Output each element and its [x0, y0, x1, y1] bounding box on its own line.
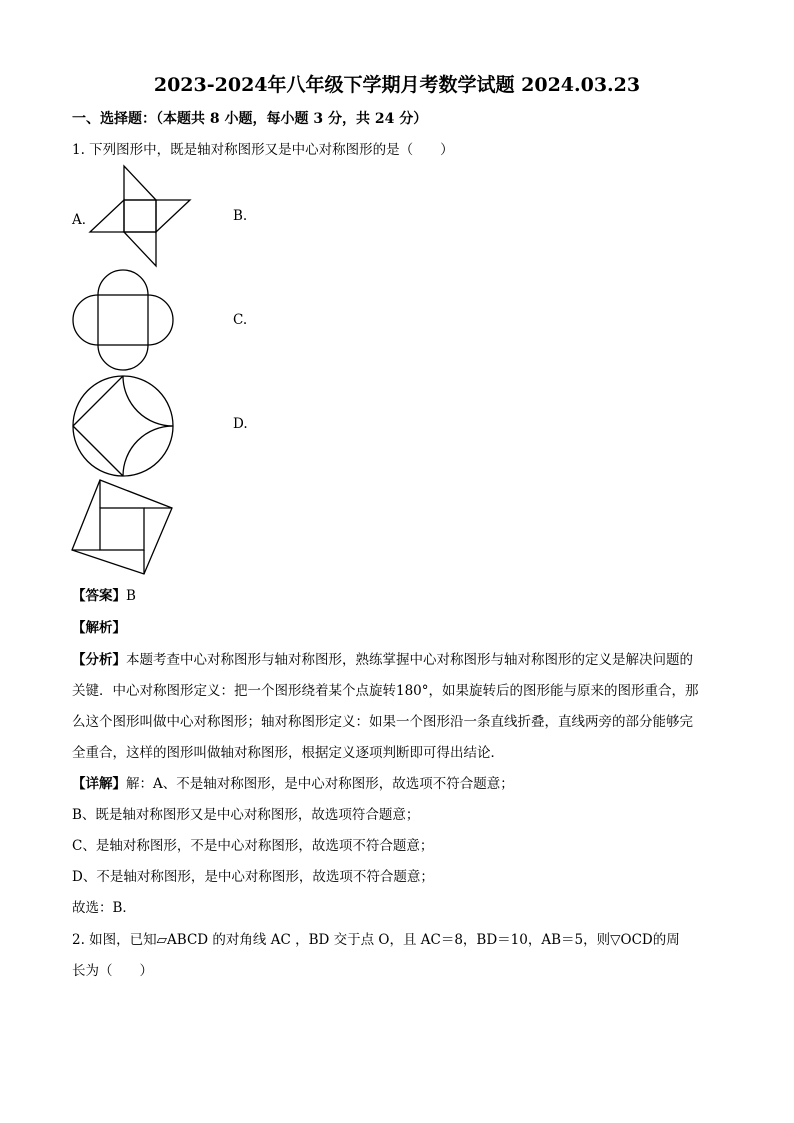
fenxi-line-4: 全重合，这样的图形叫做轴对称图形，根据定义逐项判断即可得出结论． [72, 745, 504, 761]
answer-value: B [126, 588, 136, 604]
question-2-line-1: 2. 如图，已知▱ABCD 的对角线 AC ，BD 交于点 O，且 AC＝8，BD＝10，AB＝5，则▽OCD的周 [72, 932, 680, 948]
option-d-label: D. [233, 416, 248, 432]
detail-line-5: 故选：B． [72, 900, 136, 916]
detail-line-2: B、既是轴对称图形又是中心对称图形，故选项符合题意； [72, 807, 420, 823]
answer-tag: 【答案】 [72, 588, 126, 604]
detail-line-4: D、不是轴对称图形，是中心对称图形，故选项不符合题意； [72, 869, 434, 885]
fenxi-line-3: 么这个图形叫做中心对称图形；轴对称图形定义：如果一个图形沿一条直线折叠，直线两旁的部分能够完 [72, 714, 693, 730]
question-2-line-2: 长为（ ） [72, 963, 153, 979]
detail-text-1: 解：A、不是轴对称图形，是中心对称图形，故选项不符合题意； [126, 776, 514, 792]
fenxi-line-2: 关键．中心对称图形定义：把一个图形绕着某个点旋转180°，如果旋转后的图形能与原来的图形重合，那 [72, 683, 699, 699]
detail-line-1 [72, 774, 514, 794]
figure-b [72, 268, 176, 374]
figure-c [70, 373, 176, 479]
page-title: 2023-2024年八年级下学期月考数学试题 2024.03.23 [153, 74, 641, 96]
fenxi-tag: 【分析】 [72, 652, 126, 668]
option-c-label: C. [233, 312, 248, 328]
option-b-label: B. [233, 208, 248, 224]
detail-line-3: C、是轴对称图形，不是中心对称图形，故选项不符合题意； [72, 838, 434, 854]
figure-d [70, 478, 176, 578]
figure-a [88, 164, 192, 268]
option-a-label: A． [72, 212, 96, 228]
section-heading: 一、选择题：（本题共 8 小题，每小题 3 分，共 24 分） [72, 111, 428, 127]
analysis-tag: 【解析】 [72, 620, 126, 636]
question-1-stem: 1. 下列图形中，既是轴对称图形又是中心对称图形的是（ ） [72, 142, 454, 158]
answer-line [72, 586, 136, 606]
fenxi-text-1: 本题考查中心对称图形与轴对称图形，熟练掌握中心对称图形与轴对称图形的定义是解决问题的 [126, 652, 693, 668]
fenxi-line-1 [72, 650, 693, 670]
detail-tag: 【详解】 [72, 776, 126, 792]
